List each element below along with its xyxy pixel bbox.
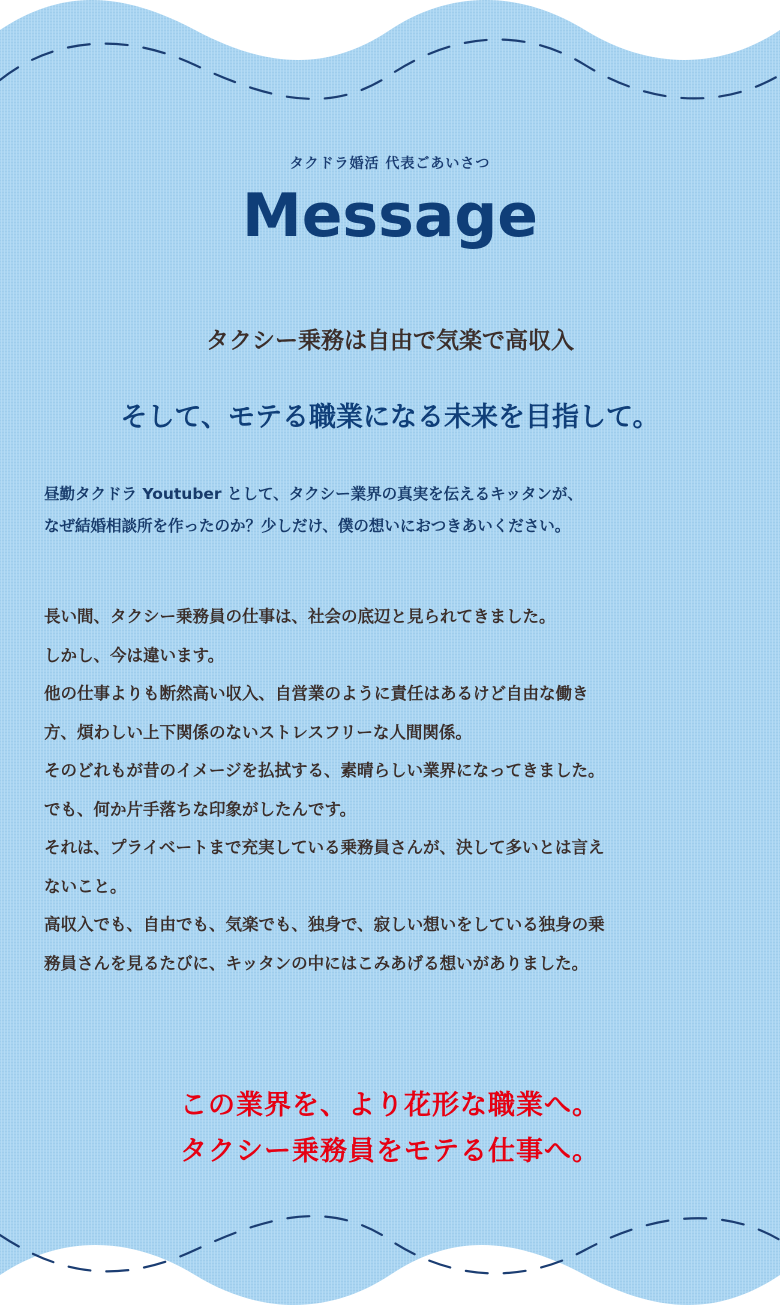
body-line: 方、煩わしい上下関係のないストレスフリーな人間関係。 bbox=[44, 722, 472, 742]
lead-subheadline: そして、モテる職業になる未来を目指して。 bbox=[120, 402, 660, 433]
message-body bbox=[44, 598, 744, 983]
body-line: しかし、今は違います。 bbox=[44, 645, 225, 665]
body-line: でも、何か片手落ちな印象がしたんです。 bbox=[44, 799, 357, 819]
body-line: 高収入でも、自由でも、気楽でも、独身で、寂しい想いをしている独身の乗 bbox=[44, 915, 605, 934]
page-title: Message bbox=[242, 181, 538, 251]
body-line: それは、プライベートまで充実している乗務員さんが、決して多いとは言え bbox=[44, 838, 605, 857]
body-line: そのどれもが昔のイメージを払拭する、素晴らしい業界になってきました。 bbox=[44, 761, 605, 780]
closing-line: タクシー乗務員をモテる仕事へ。 bbox=[180, 1136, 600, 1167]
body-line: 務員さんを見るたびに、キッタンの中にはこみあげる想いがありました。 bbox=[44, 953, 589, 973]
body-line: 他の仕事よりも断然高い収入、自営業のように責任はあるけど自由な働き bbox=[44, 684, 589, 703]
body-line: 長い間、タクシー乗務員の仕事は、社会の底辺と見られてきました。 bbox=[44, 607, 556, 626]
closing-statement bbox=[0, 1083, 780, 1175]
intro-line: なぜ結婚相談所を作ったのか？少しだけ、僕の想いにおつきあいください。 bbox=[44, 517, 571, 535]
lead-headline: タクシー乗務は自由で気楽で高収入 bbox=[206, 328, 574, 354]
intro-line: 昼勤タクドラ Youtuber として、タクシー業界の真実を伝えるキッタンが、 bbox=[44, 485, 583, 503]
section-eyebrow: タクドラ婚活 代表ごあいさつ bbox=[289, 156, 491, 172]
closing-line: この業界を、より花形な職業へ。 bbox=[180, 1090, 600, 1121]
body-line: ないこと。 bbox=[44, 876, 127, 896]
intro-paragraph bbox=[44, 478, 744, 542]
